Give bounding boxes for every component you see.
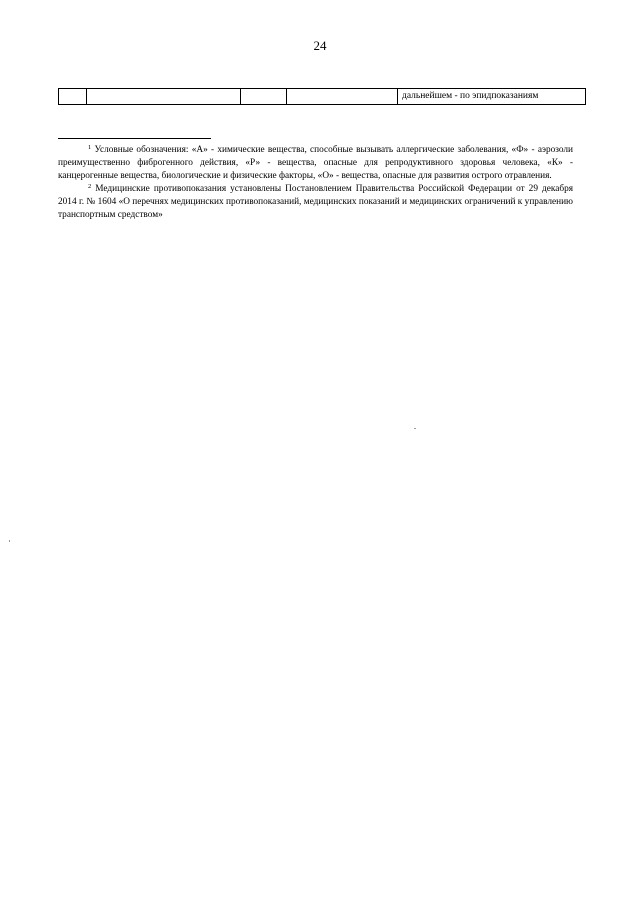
table-cell-examinations: дальнейшем - по эпидпоказаниям (398, 89, 586, 105)
footnote-1 (58, 144, 573, 183)
footnote-2 (58, 183, 573, 222)
footnote-marker: 2 (88, 183, 92, 190)
footnote-text: Условные обозначения: «А» - химические вещества, способные вызывать аллергические заболевания, «Ф» - аэрозоли преимущественно фиброгенного действия, «Р» - вещества, опасные для репродуктивного здоровья человека, «К» - канцерогенные вещества, биологические и физические факторы, «О» - вещества, опасные для развития острого отравления. (58, 145, 574, 181)
table-cell-number (59, 89, 87, 105)
footnotes (58, 144, 573, 222)
table-cell-specialists (287, 89, 398, 105)
table-cell-factor (87, 89, 241, 105)
table-cell-periodicity (241, 89, 287, 105)
scan-speck (414, 428, 416, 429)
page-number: 24 (313, 38, 327, 53)
footnote-text: Медицинские противопоказания установлены Постановлением Правительства Российской Федерации от 29 декабря 2014 г. № 1604 «О перечнях медицинских противопоказаний, медицинских показаний и медицинских ограничений к управлению транспортным средством» (58, 184, 574, 220)
table-row (59, 89, 586, 105)
footnote-marker: 1 (88, 144, 92, 151)
scan-speck (9, 540, 10, 542)
continuation-table (58, 88, 586, 105)
footnote-separator (58, 138, 211, 139)
